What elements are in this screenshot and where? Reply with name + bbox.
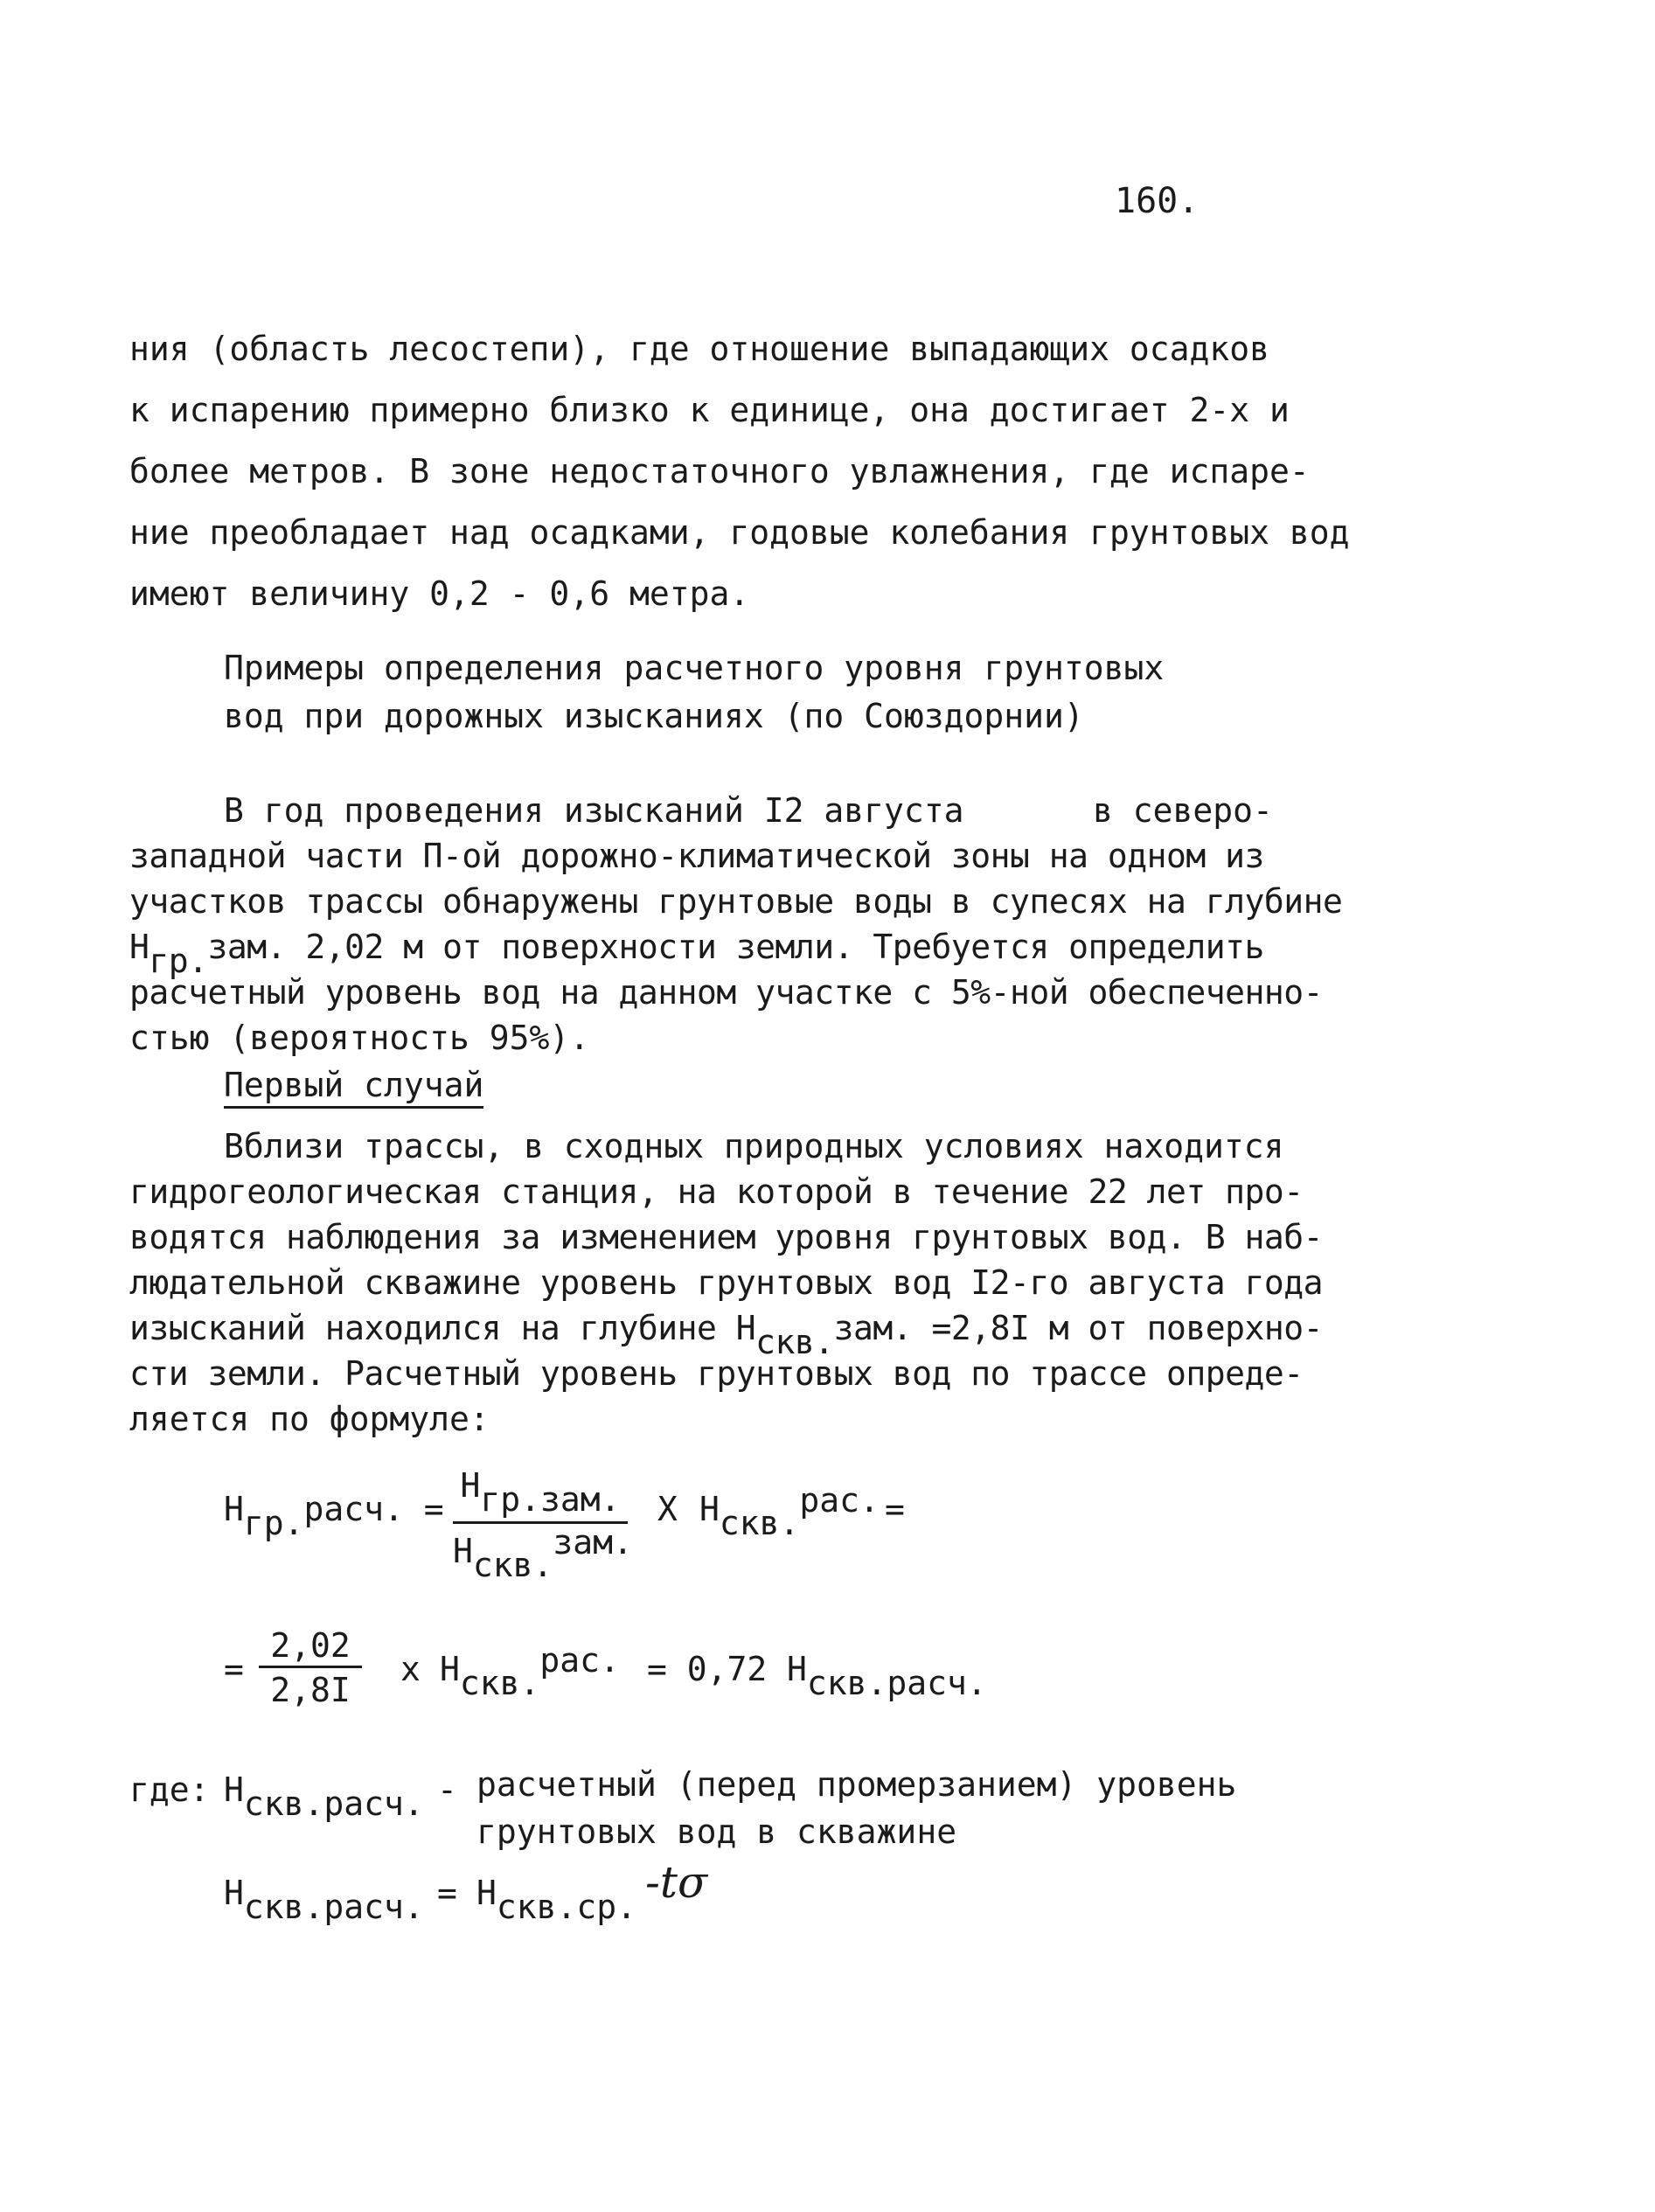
formula-equals: =: [885, 1490, 905, 1528]
text-line: участков трассы обнаружены грунтовые воды в супесях на глубине: [129, 882, 1343, 921]
text-line: В год проведения изысканий I2 августа: [224, 791, 964, 830]
formula-lhs: $Н_{гр.}расч$. =: [224, 1490, 444, 1542]
definition-term: $Н_{скв.расч.}$: [224, 1770, 424, 1823]
formula-result: $Н_{скв.расч.}$: [787, 1650, 987, 1702]
formula-times: Х: [657, 1490, 678, 1528]
fraction-numerator: $Н_{гр.зам.}$: [460, 1466, 621, 1519]
text-line: изысканий находился на глубине $Н_{скв.}зам$. =2,8I м от поверхно-: [129, 1309, 1324, 1361]
where-label: где:: [129, 1770, 210, 1809]
formula-term: $Н_{скв.}^{рас.}$: [440, 1641, 620, 1702]
definition-dash: -: [437, 1770, 457, 1809]
handwritten-annotation: -tσ: [645, 1857, 708, 1908]
definition-text: расчетный (перед промерзанием) уровень: [476, 1765, 1237, 1804]
fraction-denominator: 2,8I: [270, 1671, 351, 1709]
text-line: имеют величину 0,2 - 0,6 метра.: [129, 574, 750, 613]
page-number: 160.: [1115, 181, 1200, 221]
text-line: ние преобладает над осадками, годовые колебания грунтовых вод: [129, 513, 1350, 552]
formula-rhs: $Н_{скв.}^{рас.}$: [699, 1481, 880, 1542]
formula-fraction: [259, 1626, 362, 1709]
text-line: ния (область лесостепи), где отношение выпадающих осадков: [129, 330, 1270, 368]
text-line: водятся наблюдения за изменением уровня грунтовых вод. В наб-: [129, 1218, 1324, 1256]
text-line: стью (вероятность 95%).: [129, 1019, 590, 1057]
text-line: в северо-: [1093, 791, 1273, 830]
fraction-bar: [259, 1666, 362, 1668]
formula-eq: =: [437, 1874, 457, 1912]
fraction-numerator: 2,02: [270, 1626, 351, 1665]
formula-rhs: $Н_{скв.ср.}$: [476, 1874, 637, 1926]
text-line: более метров. В зоне недостаточного увлажнения, где испаре-: [129, 452, 1310, 490]
text-line: к испарению примерно близко к единице, она достигает 2-х и: [129, 391, 1290, 429]
heading-line: Примеры определения расчетного уровня грунтовых: [224, 649, 1165, 687]
text-line: людательной скважине уровень грунтовых вод I2-го августа года: [129, 1263, 1324, 1302]
text-line: Вблизи трассы, в сходных природных условиях находится: [224, 1127, 1284, 1165]
text-line: гидрогеологическая станция, на которой в течение 22 лет про-: [129, 1172, 1304, 1211]
definition-text: грунтовых вод в скважине: [476, 1812, 957, 1851]
text-line: ляется по формуле:: [129, 1400, 490, 1438]
formula-fraction: [453, 1466, 633, 1584]
formula-eq: =: [224, 1650, 244, 1688]
text-line: западной части П-ой дорожно-климатической зоны на одном из: [129, 837, 1264, 875]
formula-lhs: $Н_{скв.расч.}$: [224, 1874, 424, 1926]
text-line: сти земли. Расчетный уровень грунтовых вод по трассе опреде-: [129, 1354, 1304, 1393]
fraction-denominator: $Н_{скв.}^{зам.}$: [453, 1523, 633, 1584]
heading-line: вод при дорожных изысканиях (по Союздорнии): [224, 697, 1084, 735]
formula-times: х: [400, 1650, 421, 1688]
text-line: $Н_{гр.}зам$. 2,02 м от поверхности земли. Требуется определить: [129, 928, 1264, 980]
case-title: Первый случай: [224, 1068, 483, 1102]
formula-coefficient: = 0,72: [647, 1650, 768, 1688]
text-line: расчетный уровень вод на данном участке с 5%-ной обеспеченно-: [129, 973, 1324, 1012]
